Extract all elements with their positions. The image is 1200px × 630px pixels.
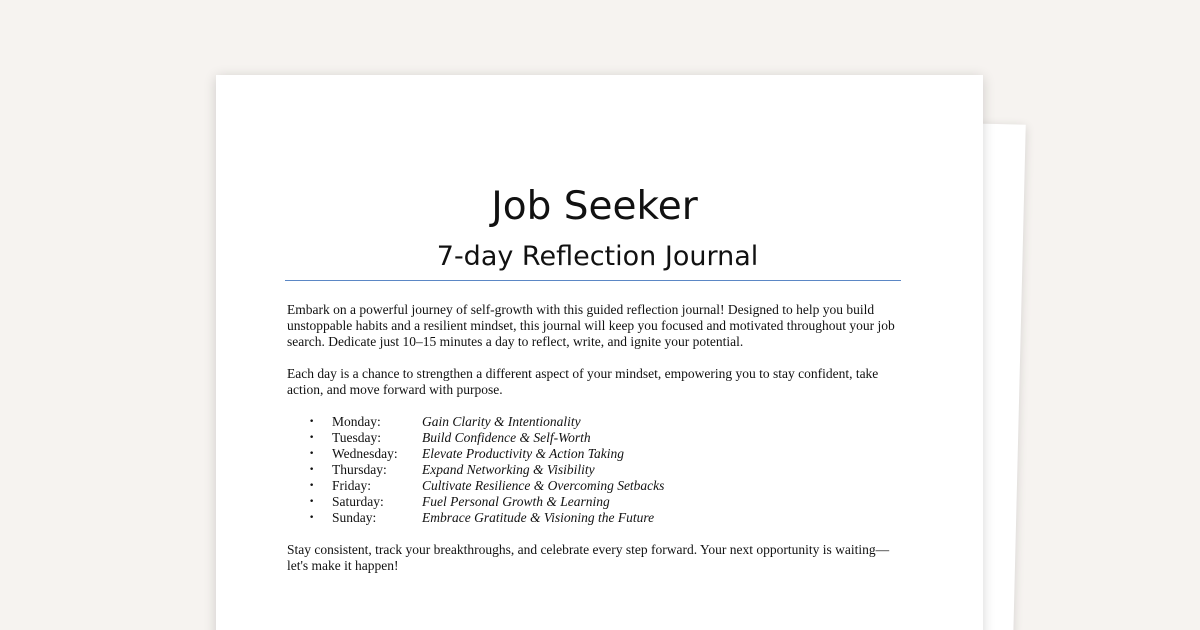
document-subtitle: 7-day Reflection Journal	[436, 241, 759, 272]
day-name: Monday:	[332, 414, 381, 429]
list-item	[287, 494, 907, 510]
day-name: Sunday:	[332, 510, 377, 525]
mindset-paragraph: Each day is a chance to strengthen a different aspect of your mindset, empowering you to stay confident, take action, and move forward with purpose.	[287, 366, 879, 397]
day-theme: Build Confidence & Self-Worth	[422, 430, 591, 445]
day-name: Tuesday:	[332, 430, 382, 445]
closing-paragraph: Stay consistent, track your breakthroughs, and celebrate every step forward. Your next opportunity is waiting—let's make it happen!	[287, 542, 890, 573]
day-name: Friday:	[332, 478, 371, 493]
list-item	[287, 446, 907, 462]
list-item	[287, 414, 907, 430]
document-body	[287, 302, 907, 590]
day-name: Saturday:	[332, 494, 384, 509]
bullet-icon: •	[309, 481, 315, 491]
bullet-icon: •	[309, 465, 315, 475]
bullet-icon: •	[309, 513, 315, 523]
document-title: Job Seeker	[491, 184, 698, 229]
intro-paragraph: Embark on a powerful journey of self-growth with this guided reflection journal! Designed to help you build unstoppable habits and a resilient mindset, this journal will keep you focused and motivated throughout your job search. Dedicate just 10–15 minutes a day to reflect, write, and ignite your potential.	[287, 302, 895, 349]
list-item	[287, 430, 907, 446]
bullet-icon: •	[309, 417, 315, 427]
document-page	[216, 75, 983, 630]
day-theme: Cultivate Resilience & Overcoming Setbacks	[422, 478, 665, 493]
list-item	[287, 478, 907, 494]
bullet-icon: •	[309, 497, 315, 507]
day-name: Wednesday:	[332, 446, 398, 461]
day-theme: Gain Clarity & Intentionality	[422, 414, 581, 429]
day-theme: Embrace Gratitude & Visioning the Future	[422, 510, 655, 525]
day-theme: Expand Networking & Visibility	[422, 462, 595, 477]
title-divider	[285, 280, 901, 281]
list-item	[287, 462, 907, 478]
day-theme: Fuel Personal Growth & Learning	[422, 494, 610, 509]
list-item	[287, 510, 907, 526]
bullet-icon: •	[309, 449, 315, 459]
day-list	[287, 414, 907, 526]
day-name: Thursday:	[332, 462, 387, 477]
day-theme: Elevate Productivity & Action Taking	[422, 446, 624, 461]
bullet-icon: •	[309, 433, 315, 443]
